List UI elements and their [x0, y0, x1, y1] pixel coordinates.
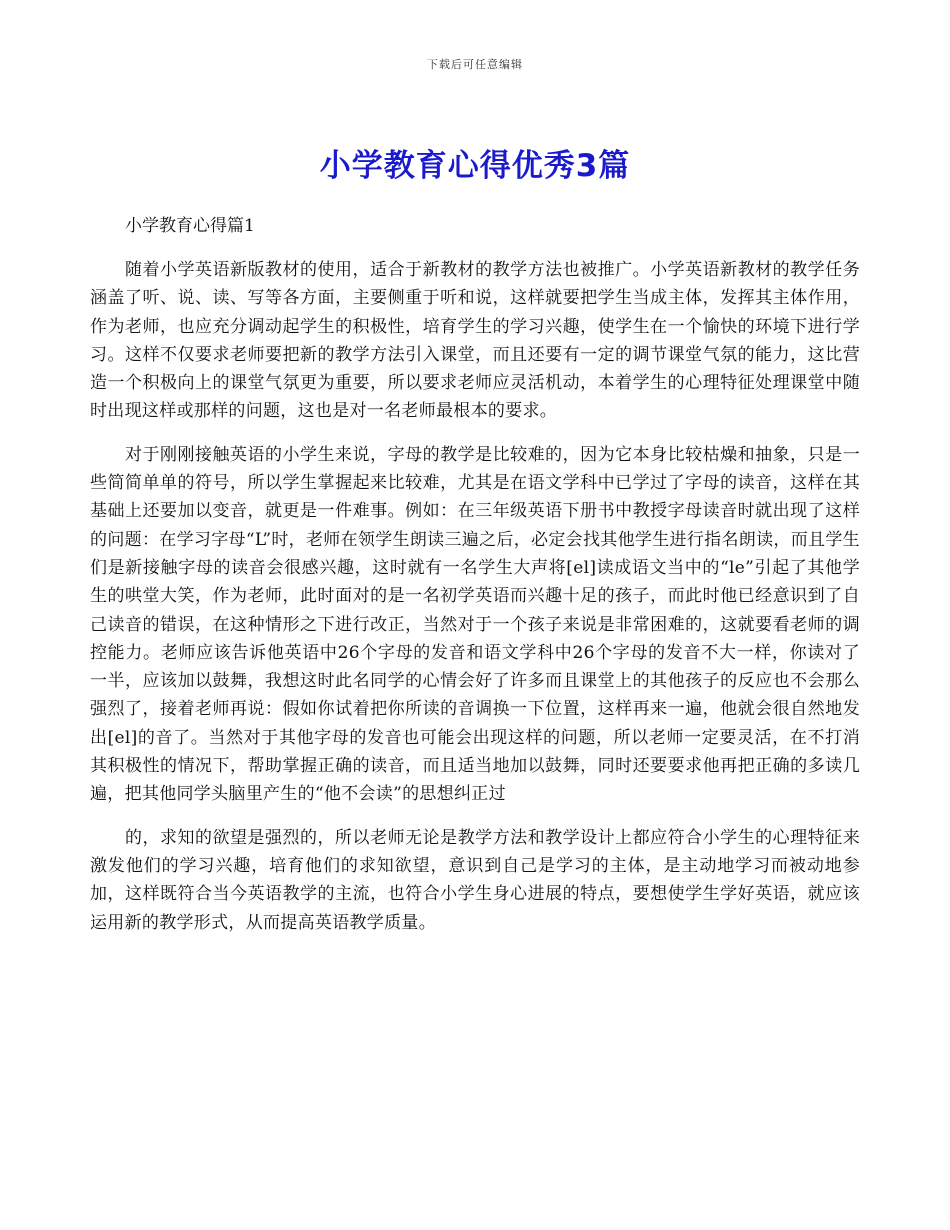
paragraph-1: 随着小学英语新版教材的使用，适合于新教材的教学方法也被推广。小学英语新教材的教学任务涵盖了听、说、读、写等各方面，主要侧重于听和说，这样就要把学生当成主体，发挥其主体作用，作为老师，也应充分调动起学生的积极性，培育学生的学习兴趣，使学生在一个愉快的环境下进行学习。这样不仅要求老师要把新的教学方法引入课堂，而且还要有一定的调节课堂气氛的能力，这比营造一个积极向上的课堂气氛更为重要，所以要求老师应灵活机动，本着学生的心理特征处理课堂中随时出现这样或那样的问题，这也是对一名老师最根本的要求。	[90, 260, 860, 422]
document-body	[90, 212, 860, 952]
page-title: 小学教育心得优秀3篇	[319, 148, 631, 184]
section-heading: 小学教育心得篇1	[125, 216, 255, 236]
header-note: 下载后可任意编辑	[427, 58, 523, 71]
paragraph-2: 对于刚刚接触英语的小学生来说，字母的教学是比较难的，因为它本身比较枯燥和抽象，只是一些简简单单的符号，所以学生掌握起来比较难，尤其是在语文学科中已学过了字母的读音，这样在其基础上还要加以变音，就更是一件难事。例如：在三年级英语下册书中教授字母读音时就出现了这样的问题：在学习字母“L”时，老师在领学生朗读三遍之后，必定会找其他学生进行指名朗读，而且学生们是新接触字母的读音会很感兴趣，这时就有一名学生大声将[el]读成语文当中的“le”引起了其他学生的哄堂大笑，作为老师，此时面对的是一名初学英语而兴趣十足的孩子，而此时他已经意识到了自己读音的错误，在这种情形之下进行改正，当然对于一个孩子来说是非常困难的，这就要看老师的调控能力。老师应该告诉他英语中26个字母的发音和语文学科中26个字母的发音不大一样，你读对了一半，应该加以鼓舞，我想这时此名同学的心情会好了许多而且课堂上的其他孩子的反应也不会那么强烈了，接着老师再说：假如你试着把你所读的音调换一下位置，这样再来一遍，他就会很自然地发出[el]的音了。当然对于其他字母的发音也可能会出现这样的问题，所以老师一定要灵活，在不打消其积极性的情况下，帮助掌握正确的读音，而且适当地加以鼓舞，同时还要要求他再把正确的多读几遍，把其他同学头脑里产生的“他不会读”的思想纠正过	[90, 444, 860, 805]
paragraph-3: 的，求知的欲望是强烈的，所以老师无论是教学方法和教学设计上都应符合小学生的心理特征来激发他们的学习兴趣，培育他们的求知欲望，意识到自己是学习的主体，是主动地学习而被动地参加，这样既符合当今英语教学的主流，也符合小学生身心进展的特点，要想使学生学好英语，就应该运用新的教学形式，从而提高英语教学质量。	[90, 827, 860, 933]
